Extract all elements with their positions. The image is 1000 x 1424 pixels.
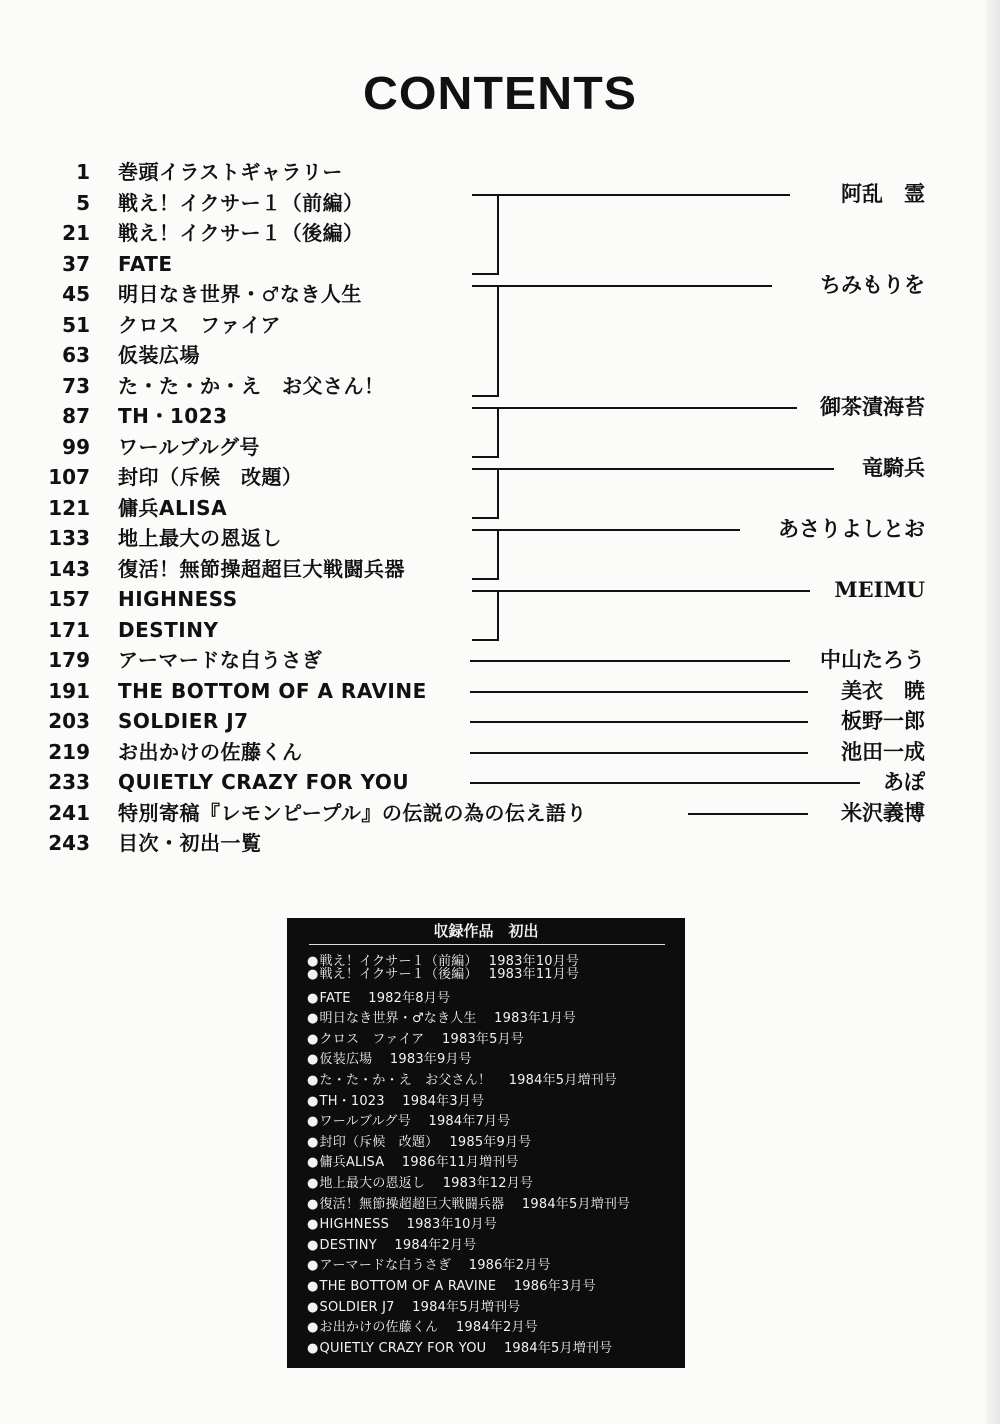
spacer [411, 1114, 429, 1129]
bullet-icon: ● [307, 1237, 319, 1253]
toc-title: SOLDIER J7 [118, 709, 249, 733]
author-name: 阿乱 霊 [841, 180, 925, 206]
toc-row [0, 157, 700, 187]
publication-title: 仮装広場 [319, 1052, 373, 1068]
publication-title: THE BOTTOM OF A RAVINE [319, 1279, 497, 1294]
bullet-icon: ● [307, 1114, 319, 1130]
publication-entry [307, 991, 450, 1007]
bracket-vertical-line [497, 468, 499, 519]
toc-page-number: 1 [76, 160, 90, 184]
bracket-vertical-line [497, 529, 499, 580]
publication-date: 1984年2月号 [455, 1320, 538, 1336]
bracket-top-line [472, 407, 797, 409]
bracket-top-line [472, 468, 834, 470]
spacer [451, 1258, 469, 1273]
publication-entry [307, 1155, 519, 1171]
author-name: 板野一郎 [841, 708, 925, 733]
toc-page-number: 99 [62, 434, 90, 459]
publication-title: TH・1023 [319, 1093, 385, 1109]
bracket-vertical-line [497, 285, 499, 397]
bracket-bottom-line [472, 395, 499, 397]
author-name: 池田一成 [841, 738, 925, 764]
publication-entry [307, 1279, 596, 1295]
publication-date: 1985年9月号 [449, 1134, 532, 1150]
toc-title: 傭兵ALISA [118, 495, 228, 520]
toc-title: 復活！無節操超超巨大戦闘兵器 [118, 556, 405, 581]
bullet-icon: ● [307, 1299, 319, 1315]
toc-row [0, 554, 700, 584]
publication-title: QUIETLY CRAZY FOR YOU [319, 1340, 487, 1356]
publication-title: 戦え！イクサー１（前編） [319, 954, 472, 969]
toc-page-number: 143 [48, 556, 90, 581]
publication-title: アーマードな白うさぎ [319, 1258, 452, 1274]
publication-title: た・た・か・え お父さん！ [319, 1073, 492, 1088]
publication-entry [307, 1320, 538, 1336]
toc-page-number: 191 [48, 678, 90, 703]
publication-title: 封印（斥候 改題） [319, 1134, 432, 1150]
publication-title: 傭兵ALISA [319, 1155, 385, 1171]
spacer [425, 1032, 443, 1047]
publication-entry [307, 1238, 476, 1254]
publication-entry [307, 967, 579, 983]
toc-title: 巻頭イラストギャラリー [118, 160, 343, 184]
bullet-icon: ● [307, 1093, 319, 1109]
bullet-icon: ● [307, 1011, 319, 1027]
toc-title: 特別寄稿『レモンピープル』の伝説の為の伝え語り [118, 800, 587, 825]
toc-page-number: 233 [48, 770, 90, 794]
publication-title: SOLDIER J7 [319, 1299, 395, 1315]
toc-page-number: 37 [62, 251, 90, 276]
publication-divider [309, 944, 665, 945]
toc-page-number: 45 [62, 282, 90, 306]
toc-title: ワールブルグ号 [118, 434, 260, 459]
bullet-icon: ● [307, 954, 319, 969]
publication-date: 1983年12月号 [442, 1176, 534, 1191]
bullet-icon: ● [307, 967, 319, 982]
publication-title: 明日なき世界・♂なき人生 [319, 1011, 477, 1027]
toc-title: 封印（斥候 改題） [118, 465, 303, 489]
toc-row [0, 188, 700, 218]
bracket-top-line [470, 660, 790, 662]
toc-row [0, 615, 700, 645]
spacer [395, 1300, 413, 1315]
author-name: 竜騎兵 [862, 455, 925, 480]
toc-row [0, 401, 700, 431]
toc-page-number: 121 [48, 495, 90, 520]
publication-entry [307, 1217, 497, 1233]
bracket-top-line [470, 691, 808, 693]
page-title: CONTENTS [362, 67, 638, 119]
toc-page-number: 157 [48, 587, 90, 611]
author-name: あぽ [883, 769, 925, 794]
publication-date: 1984年5月増刊号 [412, 1299, 521, 1315]
author-name: あさりよしとお [778, 516, 925, 541]
toc-page-number: 21 [62, 221, 90, 245]
author-name: MEIMU [834, 577, 925, 602]
toc-row [0, 371, 700, 401]
author-name: ちみもりを [820, 272, 925, 297]
spacer [471, 967, 489, 982]
toc-title: 仮装広場 [118, 343, 200, 367]
spacer [486, 1341, 504, 1356]
toc-row [0, 523, 700, 553]
toc-title: 明日なき世界・♂なき人生 [118, 282, 362, 306]
toc-title: 戦え！イクサー１（前編） [118, 190, 364, 215]
spacer [351, 991, 369, 1006]
bracket-top-line [472, 529, 740, 531]
publication-entry [307, 1197, 630, 1213]
spacer [491, 1073, 509, 1088]
publication-title: ワールブルグ号 [319, 1114, 411, 1130]
spacer [432, 1135, 450, 1150]
toc-page-number: 219 [48, 739, 90, 764]
bracket-vertical-line [497, 407, 499, 458]
toc-row [0, 462, 700, 492]
author-name: 中山たろう [820, 647, 925, 672]
spacer [477, 1011, 495, 1026]
bullet-icon: ● [307, 990, 319, 1006]
spacer [377, 1238, 395, 1253]
toc-row [0, 584, 700, 614]
toc-page-number: 243 [48, 831, 90, 855]
spacer [438, 1320, 456, 1335]
toc-title: アーマードな白うさぎ [118, 648, 323, 672]
toc-title: 地上最大の恩返し [118, 526, 282, 550]
bracket-top-line [472, 194, 790, 196]
toc-page-number: 73 [62, 373, 90, 398]
publication-date: 1986年3月号 [513, 1279, 596, 1294]
publication-date: 1984年5月増刊号 [521, 1196, 631, 1212]
toc-title: TH・1023 [118, 404, 228, 428]
toc-title: 目次・初出一覧 [118, 831, 262, 855]
page-edge [986, 0, 1000, 1424]
toc-page-number: 5 [76, 190, 90, 215]
bracket-top-line [470, 721, 808, 723]
bracket-top-line [472, 285, 772, 287]
bracket-bottom-line [472, 456, 499, 458]
toc-row [0, 249, 700, 279]
publication-entry [307, 1073, 617, 1089]
toc-row [0, 828, 700, 858]
publication-date: 1983年10月号 [488, 954, 580, 969]
publication-entry [307, 1176, 533, 1192]
toc-title: THE BOTTOM OF A RAVINE [118, 678, 427, 703]
publication-entry [307, 1258, 551, 1274]
publication-heading: 収録作品 初出 [433, 922, 539, 940]
publication-entry [307, 1032, 524, 1048]
publication-entry [307, 1052, 472, 1068]
bracket-top-line [470, 782, 860, 784]
bullet-icon: ● [307, 1279, 319, 1294]
publication-title: DESTINY [319, 1237, 377, 1253]
bullet-icon: ● [307, 1340, 319, 1356]
toc-title: た・た・か・え お父さん！ [118, 373, 385, 398]
bullet-icon: ● [307, 1134, 319, 1150]
toc-page-number: 87 [62, 404, 90, 428]
publication-date: 1986年2月号 [468, 1258, 551, 1274]
toc-row [0, 310, 700, 340]
author-name: 美衣 暁 [841, 677, 925, 703]
bracket-top-line [470, 752, 808, 754]
publication-date: 1982年8月号 [368, 990, 451, 1006]
bullet-icon: ● [307, 1073, 319, 1088]
toc-page-number: 63 [62, 343, 90, 367]
spacer [504, 1197, 522, 1212]
first-publication-box [287, 918, 685, 1368]
toc-title: お出かけの佐藤くん [118, 739, 303, 764]
publication-date: 1983年11月号 [488, 967, 580, 982]
toc-row [0, 493, 700, 523]
bullet-icon: ● [307, 1320, 319, 1336]
toc-title: DESTINY [118, 617, 219, 642]
toc-page-number: 171 [48, 617, 90, 642]
toc-row [0, 432, 700, 462]
publication-date: 1983年1月号 [494, 1011, 577, 1027]
publication-entry [307, 1135, 531, 1151]
spacer [372, 1052, 390, 1067]
publication-date: 1984年2月号 [394, 1237, 477, 1253]
spacer [389, 1217, 407, 1232]
publication-date: 1984年5月増刊号 [503, 1340, 613, 1356]
spacer [384, 1155, 402, 1170]
toc-title: QUIETLY CRAZY FOR YOU [118, 770, 410, 794]
toc-page-number: 107 [48, 465, 90, 489]
bracket-bottom-line [472, 578, 499, 580]
toc-page-number: 51 [62, 312, 90, 337]
author-name: 米沢義博 [841, 799, 925, 825]
bracket-top-line [472, 590, 810, 592]
bracket-vertical-line [497, 590, 499, 641]
spacer [425, 1176, 443, 1191]
bullet-icon: ● [307, 1176, 319, 1191]
bracket-top-line [688, 813, 808, 815]
toc-page-number: 133 [48, 526, 90, 550]
toc-row [0, 798, 700, 828]
toc-page-number: 241 [48, 800, 90, 825]
publication-entry [307, 1114, 510, 1130]
publication-title: お出かけの佐藤くん [319, 1320, 439, 1336]
publication-title: HIGHNESS [319, 1217, 390, 1233]
toc-title: クロス ファイア [118, 312, 281, 337]
publication-date: 1983年9月号 [389, 1052, 472, 1068]
publication-date: 1984年3月号 [402, 1093, 485, 1109]
bullet-icon: ● [307, 1052, 319, 1068]
toc-title: HIGHNESS [118, 587, 238, 611]
toc-page-number: 179 [48, 648, 90, 672]
toc-page-number: 203 [48, 709, 90, 733]
toc-title: FATE [118, 251, 173, 276]
bracket-bottom-line [472, 639, 499, 641]
publication-date: 1983年5月号 [442, 1031, 525, 1047]
publication-title: クロス ファイア [319, 1031, 425, 1047]
publication-entry [307, 1341, 612, 1357]
publication-entry [307, 1300, 521, 1316]
publication-entry [307, 1011, 576, 1027]
bullet-icon: ● [307, 1031, 319, 1047]
publication-title: 復活！無節操超超巨大戦闘兵器 [319, 1196, 505, 1212]
toc-title: 戦え！イクサー１（後編） [118, 221, 364, 245]
spacer [496, 1279, 514, 1294]
publication-date: 1984年5月増刊号 [508, 1073, 618, 1088]
bracket-bottom-line [472, 273, 499, 275]
publication-title: 戦え！イクサー１（後編） [319, 967, 472, 982]
publication-date: 1986年11月増刊号 [401, 1155, 519, 1171]
bullet-icon: ● [307, 1155, 319, 1171]
author-name: 御茶漬海苔 [820, 394, 925, 419]
bullet-icon: ● [307, 1258, 319, 1274]
bracket-bottom-line [472, 517, 499, 519]
toc-row [0, 279, 700, 309]
toc-row [0, 218, 700, 248]
bracket-vertical-line [497, 194, 499, 275]
publication-date: 1983年10月号 [406, 1217, 498, 1233]
bullet-icon: ● [307, 1217, 319, 1233]
publication-entry [307, 1094, 484, 1110]
spacer [385, 1094, 403, 1109]
publication-title: 地上最大の恩返し [319, 1176, 426, 1191]
publication-date: 1984年7月号 [428, 1114, 511, 1130]
toc-row [0, 340, 700, 370]
bullet-icon: ● [307, 1196, 319, 1212]
publication-title: FATE [319, 990, 351, 1006]
